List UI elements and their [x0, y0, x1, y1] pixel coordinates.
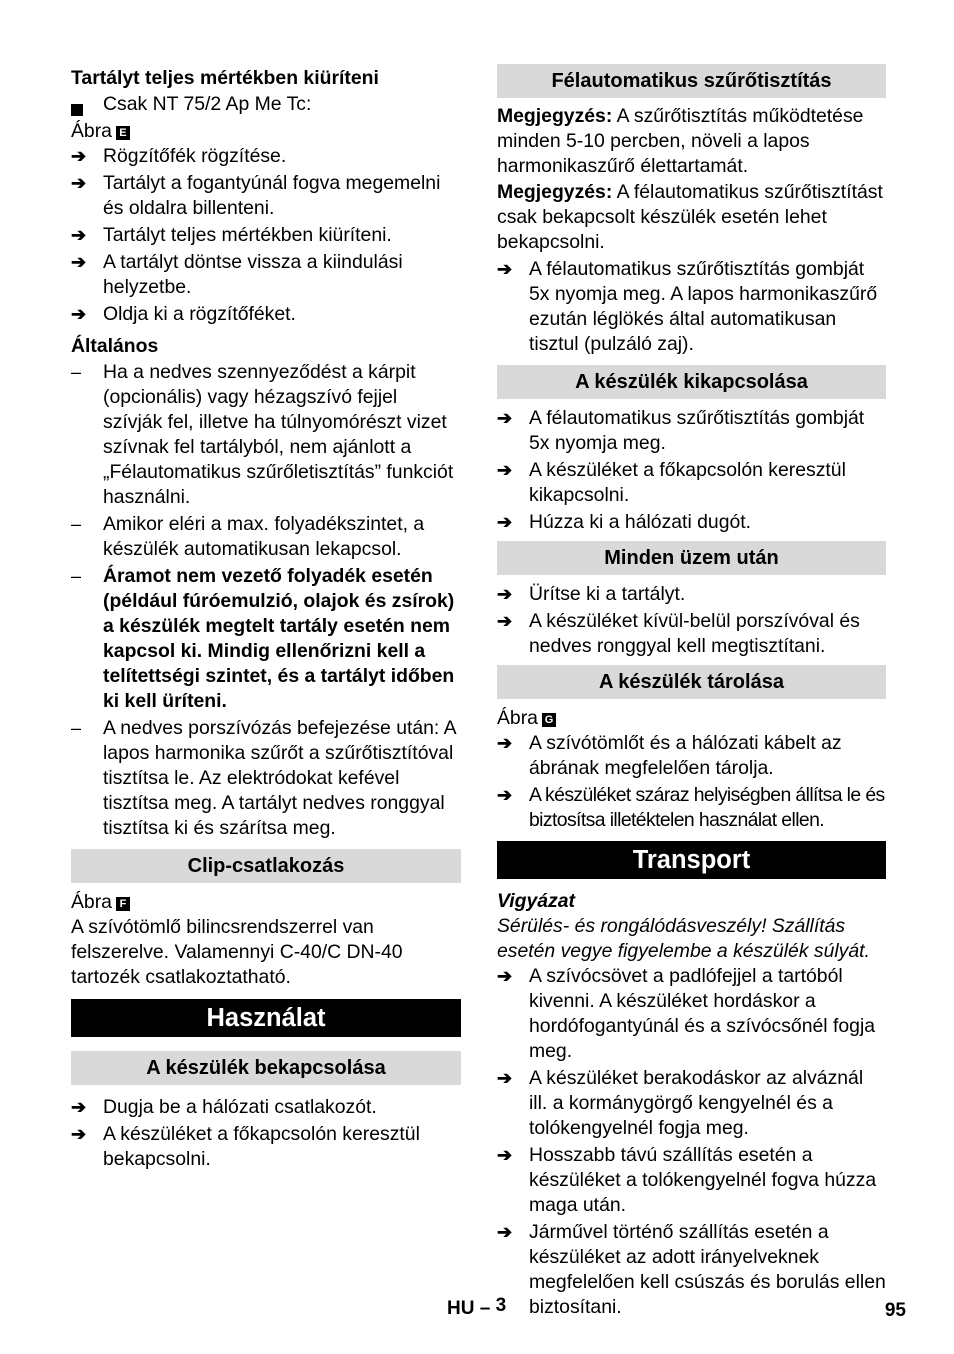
step-text: Dugja be a hálózati csatlakozót. [103, 1096, 377, 1118]
arrow-right-icon: ➔ [497, 512, 513, 532]
left-column [71, 64, 461, 1174]
step-item [71, 1095, 461, 1120]
fig-label: Ábra [71, 120, 112, 142]
step-text: Járművel történő szállítás esetén a készüléket az adott irányelveknek megfelelően kell csúszás és borulás ellen biztosítani. [529, 1221, 886, 1318]
chapter-bar-transport: Transport [497, 841, 886, 879]
step-text: Tartályt a fogantyúnál fogva megemelni és oldalra billenteni. [103, 172, 441, 219]
general-text-bold: Áramot nem vezető folyadék esetén (például fúróemulzió, olajok és zsírok) a készülék megtelt tartály esetén nem kapcsol ki. Mindig ellenőrizni kell a telítettségi szintet, és a tartályt időben ki kell üríteni. [103, 565, 455, 712]
steps-transport [497, 964, 886, 1320]
section-bar-switch-on: A készülék bekapcsolása [71, 1051, 461, 1085]
steps-storage [497, 731, 886, 833]
step-item [497, 1066, 886, 1141]
page-number: 95 [884, 1300, 906, 1321]
step-text: A szívócsövet a padlófejjel a tartóból kivenni. A készüléket hordáskor a hordófogantyúnál és a szívócsőnél fogja meg. [529, 965, 876, 1062]
arrow-right-icon: ➔ [497, 460, 513, 480]
arrow-right-icon: ➔ [71, 225, 87, 245]
arrow-right-icon: ➔ [71, 1097, 87, 1117]
step-text: A készüléket száraz helyiségben állítsa le és biztosítsa illetéktelen használat ellen. [529, 784, 885, 831]
dash-bullet: – [71, 566, 82, 586]
arrow-right-icon: ➔ [497, 1145, 513, 1165]
fig-label: Ábra [497, 707, 538, 729]
step-text: Ürítse ki a tartályt. [529, 583, 686, 605]
step-item [497, 783, 886, 833]
square-bullet-icon [71, 98, 83, 123]
steps-switch-off [497, 406, 886, 535]
dash-bullet: – [71, 718, 82, 738]
step-text: A tartályt döntse vissza a kiindulási helyzetbe. [103, 251, 403, 298]
general-list [71, 360, 461, 841]
chapter-bar-usage: Használat [71, 999, 461, 1037]
footer-lang: HU [447, 1298, 475, 1319]
step-item [497, 510, 886, 535]
section-title-general: Általános [71, 335, 159, 357]
general-text: A nedves porszívózás befejezése után: A lapos harmonika szűrőt a szűrőtisztítóval tisztítsa le. Az elektródokat kefével tisztítsa meg. A tartályt nedves ronggyal tisztítsa ki és szárítsa meg. [103, 717, 456, 839]
step-item [497, 1143, 886, 1218]
arrow-right-icon: ➔ [497, 966, 513, 986]
arrow-right-icon: ➔ [497, 611, 513, 631]
figure-ref-f [71, 890, 461, 915]
general-text: Ha a nedves szennyeződést a kárpit (opcionális) vagy hézagszívó fejjel szívják fel, illetve ha túlnyomórészt vizet szívnak fel tartályból, nem ajánlott a „Félautomatikus szűrőletisztítás” funkciót használni. [103, 361, 454, 508]
section-bar-switch-off: A készülék kikapcsolása [497, 365, 886, 399]
step-item [71, 1122, 461, 1172]
step-item [71, 302, 461, 327]
right-column [497, 64, 886, 1322]
step-text: A szívótömlőt és a hálózati kábelt az ábrának megfelelően tárolja. [529, 732, 842, 779]
fig-label: Ábra [71, 891, 112, 913]
model-note [71, 92, 461, 117]
arrow-right-icon: ➔ [497, 733, 513, 753]
arrow-right-icon: ➔ [71, 304, 87, 324]
step-text: Húzza ki a hálózati dugót. [529, 511, 752, 533]
arrow-right-icon: ➔ [71, 1124, 87, 1144]
step-item [497, 406, 886, 456]
note-label: Megjegyzés: [497, 181, 613, 203]
note-label: Megjegyzés: [497, 105, 613, 127]
arrow-right-icon: ➔ [497, 408, 513, 428]
model-note-text: Csak NT 75/2 Ap Me Tc: [103, 93, 312, 115]
step-item [71, 144, 461, 169]
step-text: A készüléket a főkapcsolón keresztül bekapcsolni. [103, 1123, 420, 1170]
step-item [497, 582, 886, 607]
step-item [497, 609, 886, 659]
arrow-right-icon: ➔ [497, 1068, 513, 1088]
figure-letter-e: E [116, 126, 130, 140]
step-item [71, 171, 461, 221]
footer-section-label [447, 1296, 506, 1321]
clip-text: A szívótömlő bilincsrendszerrel van felszerelve. Valamennyi C-40/C DN-40 tartozék csatlakoztatható. [71, 916, 403, 988]
dash-bullet: – [71, 362, 82, 382]
step-text: Tartályt teljes mértékben kiüríteni. [103, 224, 392, 246]
step-item [497, 458, 886, 508]
note-text: A félautomatikus szűrőtisztítást csak bekapcsolt készülék esetén lehet bekapcsolni. [497, 181, 883, 253]
dash-bullet: – [71, 514, 82, 534]
arrow-right-icon: ➔ [497, 785, 513, 805]
step-text: Hosszabb távú szállítás esetén a készüléket a tolókengyelnél fogva húzza maga után. [529, 1144, 877, 1216]
step-text: A félautomatikus szűrőtisztítás gombját 5x nyomja meg. A lapos harmonikaszűrő ezután léglökés által automatikusan tisztul (pulzáló zaj). [529, 258, 878, 355]
general-item [71, 360, 461, 510]
arrow-right-icon: ➔ [497, 584, 513, 604]
note-2 [497, 180, 886, 255]
arrow-right-icon: ➔ [71, 252, 87, 272]
section-bar-semi-auto: Félautomatikus szűrőtisztítás [497, 64, 886, 98]
note-1 [497, 104, 886, 179]
arrow-right-icon: ➔ [497, 259, 513, 279]
step-item [71, 250, 461, 300]
step-item [71, 223, 461, 248]
footer-section-page: 3 [495, 1295, 507, 1316]
figure-letter-g: G [542, 713, 556, 727]
arrow-right-icon: ➔ [71, 173, 87, 193]
step-item [497, 257, 886, 357]
step-item [497, 1220, 886, 1320]
step-text: Rögzítőfék rögzítése. [103, 145, 287, 167]
caution-label: Vigyázat [497, 890, 575, 912]
step-text: A készüléket kívül-belül porszívóval és nedves ronggyal kell megtisztítani. [529, 610, 860, 657]
steps-empty-tank [71, 144, 461, 327]
figure-letter-f: F [116, 897, 130, 911]
general-item [71, 716, 461, 841]
arrow-right-icon: ➔ [71, 146, 87, 166]
step-text: A készüléket a főkapcsolón keresztül kikapcsolni. [529, 459, 846, 506]
figure-ref-e [71, 119, 461, 144]
section-bar-clip: Clip-csatlakozás [71, 849, 461, 883]
step-item [497, 964, 886, 1064]
steps-after-use [497, 582, 886, 659]
section-bar-after-use: Minden üzem után [497, 541, 886, 575]
section-bar-storage: A készülék tárolása [497, 665, 886, 699]
general-item-warning [71, 564, 461, 714]
steps-switch-on [71, 1095, 461, 1172]
arrow-right-icon: ➔ [497, 1222, 513, 1242]
section-title-empty-tank: Tartályt teljes mértékben kiüríteni [71, 67, 379, 89]
step-item [497, 731, 886, 781]
step-text: A készüléket berakodáskor az alváznál ill. a kormánygörgő kengyelnél és a tolókengyelnél fogja meg. [529, 1067, 864, 1139]
footer-sep: – [479, 1298, 491, 1319]
general-text: Amikor eléri a max. folyadékszintet, a készülék automatikusan lekapcsol. [103, 513, 425, 560]
note-text: A szűrőtisztítás működtetése minden 5-10 percben, növeli a lapos harmonikaszűrő élettartamát. [497, 105, 864, 177]
figure-ref-g [497, 706, 886, 731]
step-text: A félautomatikus szűrőtisztítás gombját 5x nyomja meg. [529, 407, 865, 454]
step-text: Oldja ki a rögzítőféket. [103, 303, 296, 325]
caution-text: Sérülés- és rongálódásveszély! Szállítás esetén vegye figyelembe a készülék súlyát. [497, 915, 870, 962]
general-item [71, 512, 461, 562]
